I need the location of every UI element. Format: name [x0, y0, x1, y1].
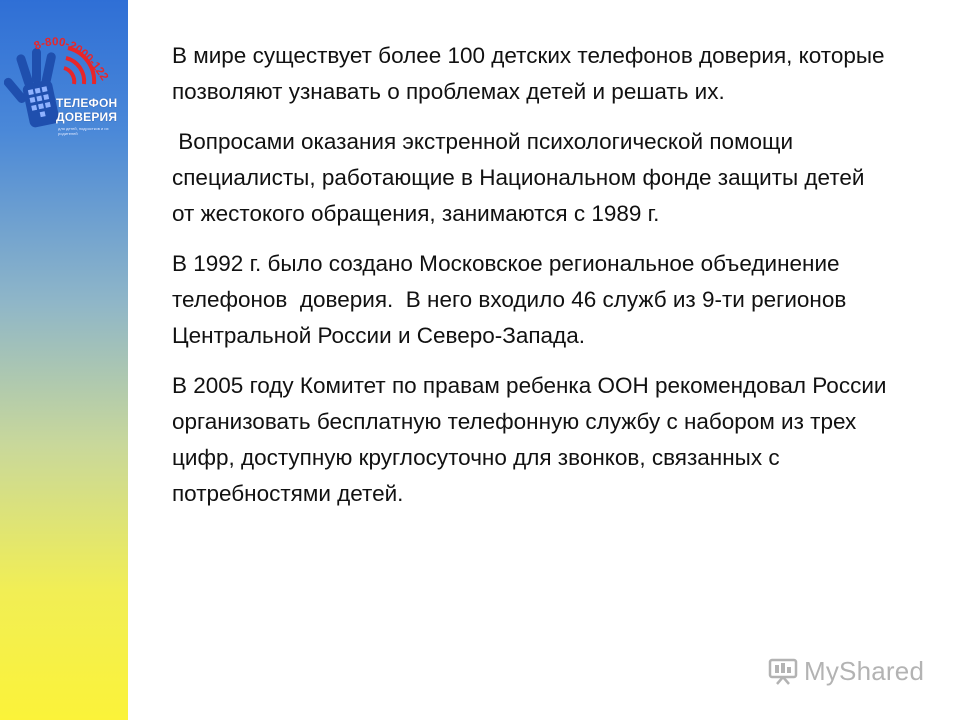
logo-title-line1: ТЕЛЕФОН	[56, 96, 118, 110]
svg-text:8-800-2000-122: 8-800-2000-122	[32, 36, 111, 83]
paragraph-3: В 1992 г. было создано Московское региональное объединение телефонов доверия. В него входило 46 служб из 9-ти регионов Центральной России и Северо-Запада.	[172, 251, 853, 348]
helpline-logo	[4, 20, 126, 150]
logo-title-line2: ДОВЕРИЯ	[56, 110, 118, 124]
paragraph-1: В мире существует более 100 детских телефонов доверия, которые позволяют узнавать о проблемах детей и решать их.	[172, 43, 885, 104]
paragraph-4: В 2005 году Комитет по правам ребенка ООН рекомендовал России организовать бесплатную телефонную службу с набором из трех цифр, доступную круглосуточно для звонков, связанных с потребностями детей.	[172, 373, 887, 506]
presentation-board-icon	[768, 657, 798, 685]
myshared-watermark	[768, 656, 924, 686]
paragraph-2: Вопросами оказания экстренной психологической помощи специалисты, работающие в Национальном фонде защиты детей от жестокого обращения, занимаются с 1989 г.	[172, 129, 871, 226]
slide-body	[172, 38, 892, 526]
watermark-text: MyShared	[804, 655, 925, 686]
logo-subtitle: для детей, подростков и их родителей	[58, 126, 109, 136]
logo-phone-number	[32, 36, 112, 100]
